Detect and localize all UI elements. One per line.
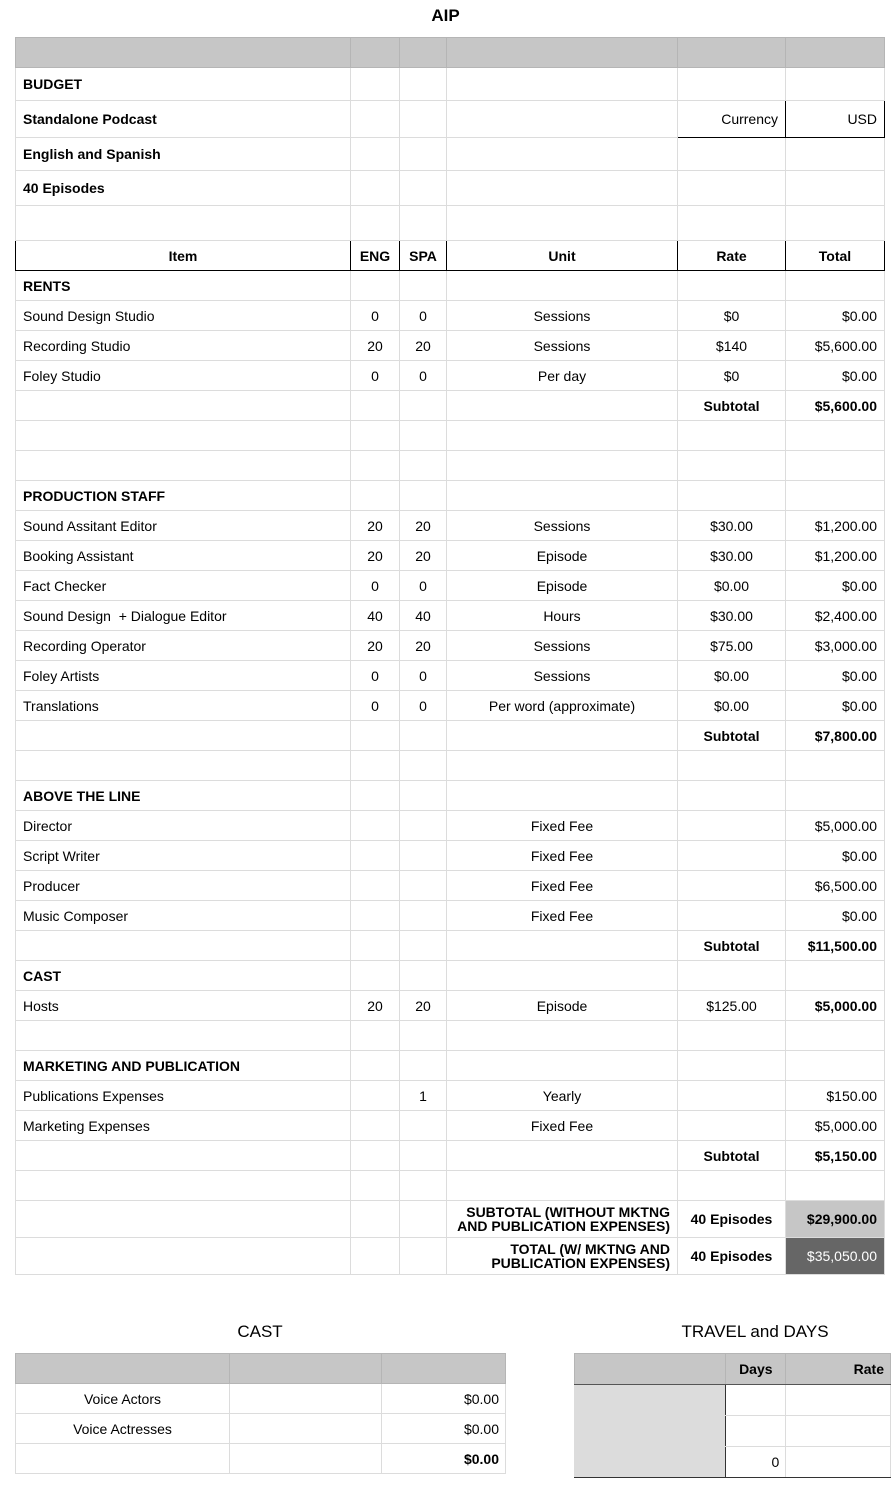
table-row — [16, 601, 885, 631]
row-item: Recording Operator — [16, 631, 351, 661]
table-row — [16, 901, 885, 931]
row-spa: 0 — [400, 571, 447, 601]
row-unit: Per day — [447, 361, 678, 391]
row-item: Sound Assitant Editor — [16, 511, 351, 541]
table-row — [16, 811, 885, 841]
section-above-the-line: ABOVE THE LINE — [16, 781, 351, 811]
col-days: Days — [726, 1354, 786, 1385]
row-total: $6,500.00 — [786, 871, 885, 901]
subtotal-without-marketing-label: SUBTOTAL (WITHOUT MKTNG AND PUBLICATION EXPENSES) — [447, 1201, 678, 1238]
row-unit: Sessions — [447, 511, 678, 541]
travel-table-title: TRAVEL and DAYS — [681, 1322, 829, 1341]
total-with-marketing-label: TOTAL (W/ MKTNG AND PUBLICATION EXPENSES) — [447, 1238, 678, 1275]
row-unit: Fixed Fee — [447, 841, 678, 871]
header-bar — [16, 38, 885, 68]
row-total: $3,000.00 — [786, 631, 885, 661]
row-item: Script Writer — [16, 841, 351, 871]
staff-subtotal: $7,800.00 — [786, 721, 885, 751]
row-unit: Fixed Fee — [447, 1111, 678, 1141]
row-total: $0.00 — [786, 301, 885, 331]
cast-label: Voice Actors — [16, 1384, 230, 1414]
subtotal-label: Subtotal — [678, 391, 786, 421]
row-item: Sound Design + Dialogue Editor — [16, 601, 351, 631]
subtotal-label: Subtotal — [678, 931, 786, 961]
section-cast: CAST — [16, 961, 351, 991]
total-episodes: 40 Episodes — [678, 1238, 786, 1275]
row-eng: 0 — [351, 301, 400, 331]
row-total: $5,600.00 — [786, 331, 885, 361]
cast-label: Voice Actresses — [16, 1414, 230, 1444]
section-rents: RENTS — [16, 271, 351, 301]
row-unit: Yearly — [447, 1081, 678, 1111]
cast-table-title: CAST — [237, 1322, 283, 1341]
table-row — [16, 541, 885, 571]
table-row — [16, 331, 885, 361]
subtotal-episodes: 40 Episodes — [678, 1201, 786, 1238]
row-unit: Episode — [447, 571, 678, 601]
row-eng: 0 — [351, 661, 400, 691]
row-spa: 0 — [400, 661, 447, 691]
col-rate: Rate — [678, 241, 786, 271]
section-marketing: MARKETING AND PUBLICATION — [16, 1051, 351, 1081]
row-eng: 0 — [351, 571, 400, 601]
row-spa: 0 — [400, 361, 447, 391]
row-unit: Sessions — [447, 661, 678, 691]
row-eng: 40 — [351, 601, 400, 631]
grand-subtotal: $29,900.00 — [786, 1201, 885, 1238]
row-spa: 20 — [400, 631, 447, 661]
table-row — [16, 571, 885, 601]
grand-total: $35,050.00 — [786, 1238, 885, 1275]
row-total: $0.00 — [786, 661, 885, 691]
cast-value: $0.00 — [382, 1414, 506, 1444]
row-total: $0.00 — [786, 361, 885, 391]
cast-total: $0.00 — [382, 1444, 506, 1474]
row-spa: 0 — [400, 691, 447, 721]
row-item: Translations — [16, 691, 351, 721]
table-row — [16, 661, 885, 691]
row-rate: $0.00 — [678, 661, 786, 691]
days-total: 0 — [726, 1447, 786, 1478]
subtotal-label: Subtotal — [678, 1141, 786, 1171]
row-total: $1,200.00 — [786, 541, 885, 571]
row-rate: $125.00 — [678, 991, 786, 1021]
currency-value[interactable]: USD — [786, 101, 885, 138]
table-row — [16, 1384, 506, 1414]
row-item: Recording Studio — [16, 331, 351, 361]
col-item: Item — [16, 241, 351, 271]
project-name: Standalone Podcast — [16, 101, 351, 138]
row-unit: Sessions — [447, 301, 678, 331]
table-row — [16, 511, 885, 541]
row-eng: 0 — [351, 361, 400, 391]
row-total: $5,000.00 — [786, 991, 885, 1021]
table-row — [16, 991, 885, 1021]
atl-subtotal: $11,500.00 — [786, 931, 885, 961]
row-total: $150.00 — [786, 1081, 885, 1111]
col-eng: ENG — [351, 241, 400, 271]
subtotal-label: Subtotal — [678, 721, 786, 751]
row-total: $0.00 — [786, 841, 885, 871]
row-eng: 20 — [351, 631, 400, 661]
currency-label: Currency — [678, 101, 786, 138]
row-total: $1,200.00 — [786, 511, 885, 541]
row-spa: 20 — [400, 991, 447, 1021]
sheet-title: AIP — [431, 6, 460, 25]
row-item: Producer — [16, 871, 351, 901]
table-row — [16, 1111, 885, 1141]
row-rate: $0 — [678, 361, 786, 391]
marketing-subtotal: $5,150.00 — [786, 1141, 885, 1171]
row-spa: 40 — [400, 601, 447, 631]
row-total: $0.00 — [786, 901, 885, 931]
row-unit: Per word (approximate) — [447, 691, 678, 721]
row-rate: $30.00 — [678, 511, 786, 541]
row-eng: 20 — [351, 991, 400, 1021]
row-spa: 1 — [400, 1081, 447, 1111]
row-item: Foley Studio — [16, 361, 351, 391]
travel-table — [574, 1353, 891, 1478]
table-row — [16, 301, 885, 331]
row-unit: Fixed Fee — [447, 901, 678, 931]
row-eng: 20 — [351, 331, 400, 361]
row-spa: 20 — [400, 511, 447, 541]
row-item: Booking Assistant — [16, 541, 351, 571]
row-rate: $30.00 — [678, 541, 786, 571]
row-eng: 20 — [351, 541, 400, 571]
row-spa: 20 — [400, 331, 447, 361]
row-rate: $0 — [678, 301, 786, 331]
table-row — [16, 1081, 885, 1111]
row-item: Music Composer — [16, 901, 351, 931]
cast-value: $0.00 — [382, 1384, 506, 1414]
row-item: Director — [16, 811, 351, 841]
row-unit: Fixed Fee — [447, 811, 678, 841]
row-item: Publications Expenses — [16, 1081, 351, 1111]
table-row — [16, 361, 885, 391]
row-spa: 0 — [400, 301, 447, 331]
row-rate: $75.00 — [678, 631, 786, 661]
row-unit: Sessions — [447, 331, 678, 361]
row-unit: Hours — [447, 601, 678, 631]
episodes: 40 Episodes — [16, 171, 351, 206]
row-item: Foley Artists — [16, 661, 351, 691]
rents-subtotal: $5,600.00 — [786, 391, 885, 421]
row-rate: $140 — [678, 331, 786, 361]
row-eng: 0 — [351, 691, 400, 721]
row-eng: 20 — [351, 511, 400, 541]
budget-table — [15, 37, 885, 1275]
table-row — [16, 841, 885, 871]
row-total: $0.00 — [786, 571, 885, 601]
row-item: Fact Checker — [16, 571, 351, 601]
table-row — [16, 691, 885, 721]
col-rate: Rate — [786, 1354, 891, 1385]
row-total: $5,000.00 — [786, 1111, 885, 1141]
row-rate: $0.00 — [678, 571, 786, 601]
row-item: Hosts — [16, 991, 351, 1021]
table-row — [16, 1414, 506, 1444]
row-rate: $30.00 — [678, 601, 786, 631]
section-production-staff: PRODUCTION STAFF — [16, 481, 351, 511]
row-unit: Episode — [447, 541, 678, 571]
languages: English and Spanish — [16, 138, 351, 171]
budget-label: BUDGET — [16, 68, 351, 101]
row-rate: $0.00 — [678, 691, 786, 721]
row-unit: Episode — [447, 991, 678, 1021]
col-total: Total — [786, 241, 885, 271]
row-unit: Sessions — [447, 631, 678, 661]
row-total: $0.00 — [786, 691, 885, 721]
col-unit: Unit — [447, 241, 678, 271]
table-row — [16, 871, 885, 901]
column-header-row — [16, 241, 885, 271]
row-spa: 20 — [400, 541, 447, 571]
table-row — [16, 631, 885, 661]
row-total: $2,400.00 — [786, 601, 885, 631]
row-item: Sound Design Studio — [16, 301, 351, 331]
cast-table — [15, 1353, 506, 1474]
col-spa: SPA — [400, 241, 447, 271]
row-unit: Fixed Fee — [447, 871, 678, 901]
row-item: Marketing Expenses — [16, 1111, 351, 1141]
row-total: $5,000.00 — [786, 811, 885, 841]
